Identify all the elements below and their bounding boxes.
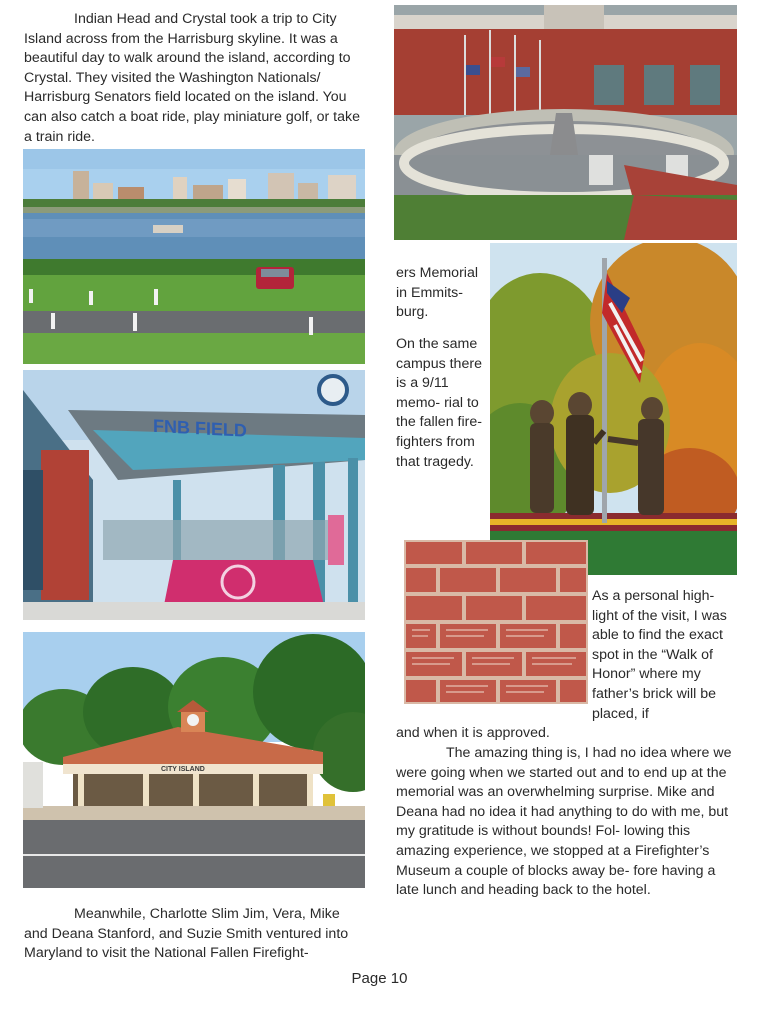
photo-nine-eleven-statue: [490, 243, 737, 575]
photo-firefighters-memorial: [394, 5, 737, 240]
photo-city-island-pavilion: [23, 632, 365, 888]
photo-harrisburg-skyline: [23, 149, 365, 364]
pavilion-sign-text: CITY ISLAND: [161, 766, 205, 773]
walk-of-honor-paragraph: As a personal high- light of the visit, I was able to find the exact spot in the “Walk of Honor” where my father’s brick will be placed, if: [592, 588, 727, 722]
photo-walk-of-honor-bricks: [404, 540, 588, 704]
nine-eleven-memorial-paragraph: On the same campus there is a 9/11 memo- rial to the fallen fire- fighters from that tragedy.: [396, 336, 482, 470]
page-number: Page 10: [351, 970, 408, 987]
stadium-sign-text: FNB FIELD: [153, 415, 247, 441]
walk-of-honor-paragraph-end: and when it is approved.: [396, 725, 550, 741]
closing-paragraph: The amazing thing is, I had no idea where we were going when we started out and to end up at the memorial was an overwhelming surprise. Mike and Deana had no idea it had anything to do with me, but my gratitude is without bounds! Fol- lowing this amazing experience, we stopped at a Firefighter’s Museum a couple of blocks away be- fore having a late lunch and heading back to the hotel.: [396, 745, 732, 899]
intro-paragraph: Indian Head and Crystal took a trip to City Island across from the Harrisburg skyline. It was a beautiful day to walk around the island, according to Crystal. They visited the Washington Nationals/ Harrisburg Senators field located on the island. You can also catch a boat ride, play miniature golf, or take a train ride.: [24, 11, 360, 145]
photo-stadium-entrance: [23, 370, 365, 620]
memorial-location-continuation: ers Memorial in Emmits- burg.: [396, 265, 478, 321]
memorial-trip-paragraph: Meanwhile, Charlotte Slim Jim, Vera, Mike and Deana Stanford, and Suzie Smith ventured into Maryland to visit the National Fallen Firefight-: [24, 906, 349, 962]
